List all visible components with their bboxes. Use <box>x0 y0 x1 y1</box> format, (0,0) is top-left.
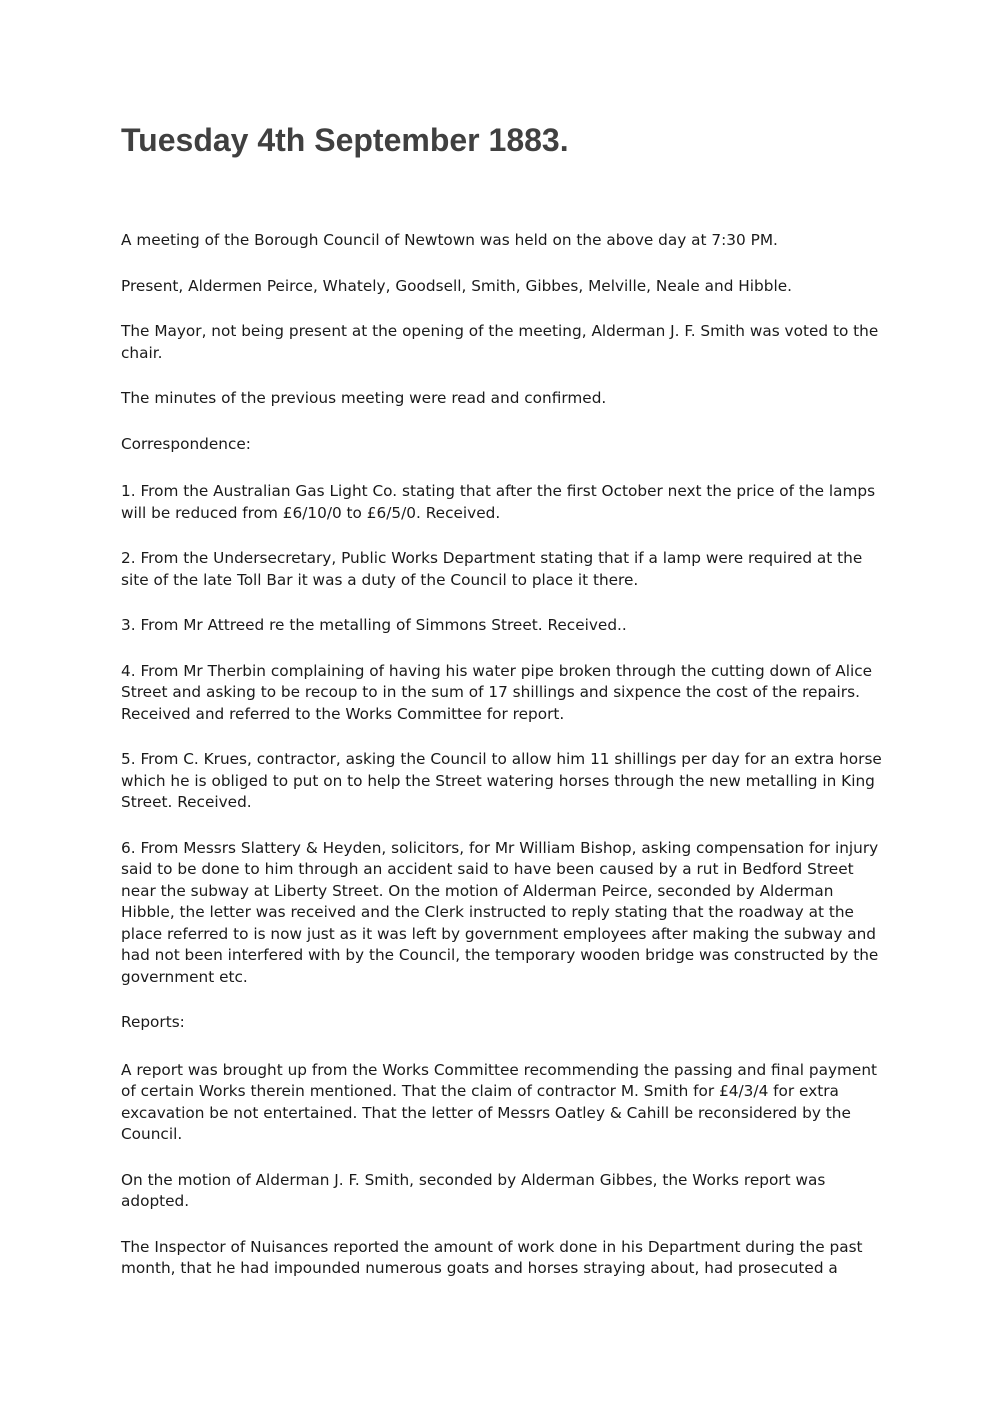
page-title: Tuesday 4th September 1883. <box>121 122 569 158</box>
paragraph-present: Present, Aldermen Peirce, Whately, Goodsell, Smith, Gibbes, Melville, Neale and Hibble. <box>121 276 792 295</box>
paragraph-chair: The Mayor, not being present at the opening of the meeting, Alderman J. F. Smith was voted to the chair. <box>121 322 879 362</box>
paragraph-works-report: A report was brought up from the Works Committee recommending the passing and final payment of certain Works therein mentioned. That the claim of contractor M. Smith for £4/3/4 for extra excavation be not entertained. That the letter of Messrs Oatley & Cahill be reconsidered by the Council. <box>121 1060 878 1143</box>
paragraph-minutes: The minutes of the previous meeting were read and confirmed. <box>121 389 607 407</box>
section-heading-correspondence: Correspondence: <box>121 434 251 453</box>
correspondence-item-3: 3. From Mr Attreed re the metalling of Simmons Street. Received.. <box>121 616 627 634</box>
paragraph-works-motion: On the motion of Alderman J. F. Smith, seconded by Alderman Gibbes, the Works report was adopted. <box>121 1170 826 1210</box>
document-body <box>121 230 891 1304</box>
correspondence-item-6: 6. From Messrs Slattery & Heyden, solicitors, for Mr William Bishop, asking compensation for injury said to be done to him through an accident said to have been caused by a rut in Bedford Street near the subway at Liberty Street. On the motion of Alderman Peirce, seconded by Alderman Hibble, the letter was received and the Clerk instructed to reply stating that the roadway at the place referred to is now just as it was left by government employees after making the subway and had not been interfered with by the Council, the temporary wooden bridge was constructed by the government etc. <box>121 838 879 986</box>
section-heading-reports: Reports: <box>121 1013 185 1031</box>
paragraph-inspector-report: The Inspector of Nuisances reported the amount of work done in his Department during the past month, that he had impounded numerous goats and horses straying about, had prosecuted a <box>121 1237 863 1277</box>
correspondence-item-4: 4. From Mr Therbin complaining of having his water pipe broken through the cutting down of Alice Street and asking to be recoup to in the sum of 17 shillings and sixpence the cost of the repairs. Received and referred to the Works Committee for report. <box>121 661 873 723</box>
correspondence-item-5: 5. From C. Krues, contractor, asking the Council to allow him 11 shillings per day for an extra horse which he is obliged to put on to help the Street watering horses through the new metalling in King Street. Received. <box>121 750 882 811</box>
correspondence-item-1: 1. From the Australian Gas Light Co. stating that after the first October next the price of the lamps will be reduced from £6/10/0 to £6/5/0. Received. <box>121 482 876 522</box>
correspondence-item-2: 2. From the Undersecretary, Public Works Department stating that if a lamp were required at the site of the late Toll Bar it was a duty of the Council to place it there. <box>121 549 863 589</box>
paragraph-meeting-intro: A meeting of the Borough Council of Newtown was held on the above day at 7:30 PM. <box>121 231 778 249</box>
